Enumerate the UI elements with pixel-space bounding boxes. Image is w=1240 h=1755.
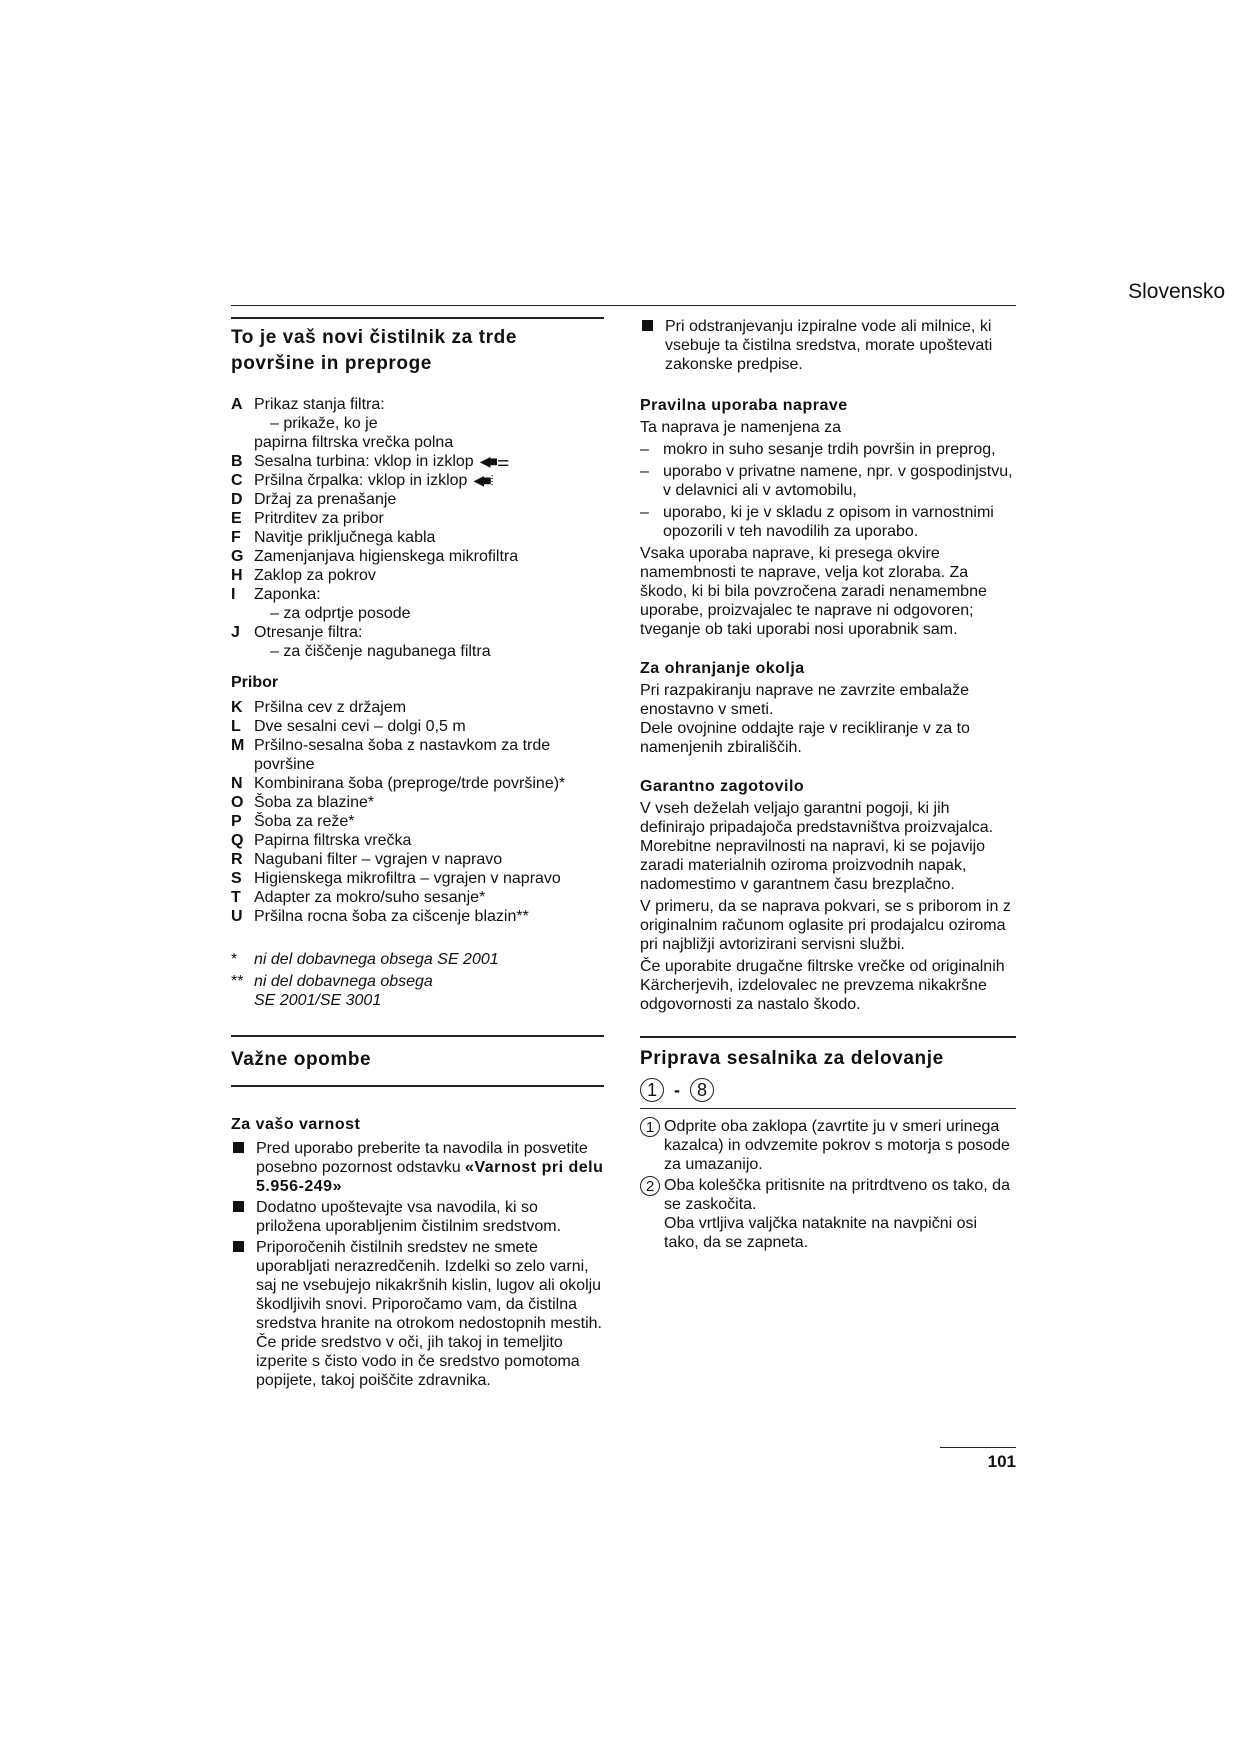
header-rule [231, 305, 1016, 306]
list-item: J Otresanje filtra: [231, 624, 363, 641]
list-item: – uporabo v privatne namene, npr. v gospodinjstvu, v delavnici ali v avtomobilu, [640, 463, 1013, 499]
step-number-badge: 2 [640, 1176, 660, 1196]
left-column [231, 317, 604, 1392]
list-item: B Sesalna turbina: vklop in izklop ◀■⚌ [231, 453, 509, 470]
list-item: K Pršilna cev z držajem [231, 699, 407, 716]
list-item: O Šoba za blazine* [231, 794, 375, 811]
figure-range: 1 - 8 [640, 1078, 1016, 1102]
list-item: 2 Oba koleščka pritisnite na pritrdtveno os tako, da se zaskočita. Oba vrtljiva valjčka nataknite na navpični osi tako, da se zapneta. [640, 1176, 1016, 1252]
parts-list: A Prikaz stanja filtra: – prikaže, ko je papirna filtrska vrečka polna B Sesalna turbina: vklop in izklop ◀■⚌ C Pršilna črpalka: vklop in izklop ◀■⦙ D Držaj za prenašanje E Pritrditev za pribor F Navitje priključnega kabla G Zamenjanjava higienskega mikrofiltra H Zaklop za pokrov I Zaponka: – za odprtje posode J Otresanje filtra: – za čiščenje nagubanega filtra [231, 395, 604, 661]
accessories-heading: Pribor [231, 674, 279, 691]
preparation-title: Priprava sesalnika za delovanje [640, 1048, 944, 1069]
list-item: Q Papirna filtrska vrečka [231, 832, 412, 849]
intro-title: To je vaš novi čistilnik za trde površine in preproge [231, 327, 517, 374]
list-item: – mokro in suho sesanje trdih površin in preprog, [640, 441, 996, 458]
preparation-steps [640, 1117, 1016, 1252]
important-notes-title: Važne opombe [231, 1049, 372, 1070]
environment-text-2: Dele ovojnine oddajte raje v recikliranje v za to namenjenih zbirališčih. [640, 720, 970, 756]
environment-text-1: Pri razpakiranju naprave ne zavrzite embalaže enostavno v smeti. [640, 682, 970, 718]
list-item: – uporabo, ki je v skladu z opisom in varnostnimi opozorili v teh navodilih za uporabo. [640, 504, 994, 540]
list-item: R Nagubani filter – vgrajen v napravo [231, 851, 503, 868]
footer-rule [940, 1447, 1016, 1448]
bullet-square-icon [233, 1241, 244, 1252]
list-item: U Pršilna rocna šoba za cišcenje blazin** [231, 908, 529, 925]
right-column [640, 317, 1016, 1254]
safety-list [231, 1139, 604, 1390]
footnote: ** ni del dobavnega obsega SE 2001/SE 3001 [231, 973, 433, 1009]
list-item: Pri odstranjevanju izpiralne vode ali milnice, ki vsebuje ta čistilna sredstva, morate upoštevati zakonske predpise. [640, 317, 1016, 374]
step-number-badge: 1 [640, 1117, 660, 1137]
figure-number-badge: 8 [690, 1078, 714, 1102]
warranty-text-2: V primeru, da se naprava pokvari, se s priborom in z originalnim računom oglasite pri prodajalcu oziroma pri najbližji avtorizirani servisni službi. [640, 898, 1011, 953]
list-item: E Pritrditev za pribor [231, 510, 384, 527]
list-item: Dodatno upoštevajte vsa navodila, ki so priložena uporabljenim čistilnim sredstvom. [231, 1198, 604, 1236]
list-item: H Zaklop za pokrov [231, 567, 376, 584]
list-item: Pred uporabo preberite ta navodila in posvetite posebno pozornost odstavku «Varnost pri delu 5.956-249» [231, 1139, 604, 1196]
figure-number-badge: 1 [640, 1078, 664, 1102]
page-number: 101 [987, 1452, 1016, 1471]
bullet-square-icon [233, 1142, 244, 1153]
list-item: L Dve sesalni cevi – dolgi 0,5 m [231, 718, 466, 735]
language-label: Slovensko [1128, 280, 1225, 303]
spray-pump-switch-icon: ◀■⦙ [473, 472, 493, 488]
warranty-text-3: Če uporabite drugačne filtrske vrečke od originalnih Kärcherjevih, izdelovalec ne prevzema nikakršne odgovornosti za nastalo škodo. [640, 958, 1005, 1013]
list-item: G Zamenjanjava higienskega mikrofiltra [231, 548, 519, 565]
list-item: A Prikaz stanja filtra: [231, 396, 385, 413]
disposal-list [640, 317, 1016, 374]
list-item: I Zaponka: [231, 586, 321, 603]
list-item: D Držaj za prenašanje [231, 491, 397, 508]
proper-use-text: Vsaka uporaba naprave, ki presega okvire namembnosti te naprave, velja kot zloraba. Za škodo, ki bi bila povzročena zaradi nenamembne uporabe, proizvajalec te naprave ni odgovoren; tveganje ob taki uporabi nosi uporabnik sam. [640, 545, 987, 638]
footnotes [231, 950, 604, 1010]
proper-use-heading: Pravilna uporaba naprave [640, 397, 848, 414]
bullet-square-icon [233, 1201, 244, 1212]
list-item: M Pršilno-sesalna šoba z nastavkom za trde površine [231, 737, 551, 773]
list-item: 1 Odprite oba zaklopa (zavrtite ju v smeri urinega kazalca) in odvzemite pokrov s motorja s posode za umazanijo. [640, 1117, 1016, 1174]
safety-heading: Za vašo varnost [231, 1116, 361, 1133]
proper-use-intro: Ta naprava je namenjena za [640, 419, 842, 436]
accessories-list [231, 698, 604, 926]
warranty-heading: Garantno zagotovilo [640, 778, 805, 795]
proper-use-list [640, 440, 1016, 541]
list-item: Priporočenih čistilnih sredstev ne smete uporabljati nerazredčenih. Izdelki so zelo varni, saj ne vsebujejo nikakršnih kislin, lugov ali okolju škodljivih snovi. Priporočamo vam, da čistilna sredstva hranite na otrokom nedostopnih mestih. Če pride sredstvo v oči, jih takoj in temeljito izperite s čisto vodo in če sredstvo pomotoma popijete, takoj poiščite zdravnika. [231, 1238, 604, 1390]
warranty-text-1: V vseh deželah veljajo garantni pogoji, ki jih definirajo pripadajoča predstavništva proizvajalca. Morebitne nepravilnosti na napravi, ki se pojavijo zaradi materialnih oziroma proizvodnih napak, nadomestimo v garantnem času brezplačno. [640, 800, 994, 893]
list-item: C Pršilna črpalka: vklop in izklop ◀■⦙ [231, 472, 493, 489]
list-item: N Kombinirana šoba (preproge/trde površine)* [231, 775, 566, 792]
bullet-square-icon [642, 320, 653, 331]
section-rule [231, 317, 604, 319]
list-item: P Šoba za reže* [231, 813, 355, 830]
footnote: * ni del dobavnega obsega SE 2001 [231, 951, 499, 968]
turbine-switch-icon: ◀■⚌ [479, 453, 509, 469]
environment-heading: Za ohranjanje okolja [640, 660, 805, 677]
list-item: F Navitje priključnega kabla [231, 529, 436, 546]
list-item: T Adapter za mokro/suho sesanje* [231, 889, 486, 906]
list-item: S Higienskega mikrofiltra – vgrajen v napravo [231, 870, 561, 887]
